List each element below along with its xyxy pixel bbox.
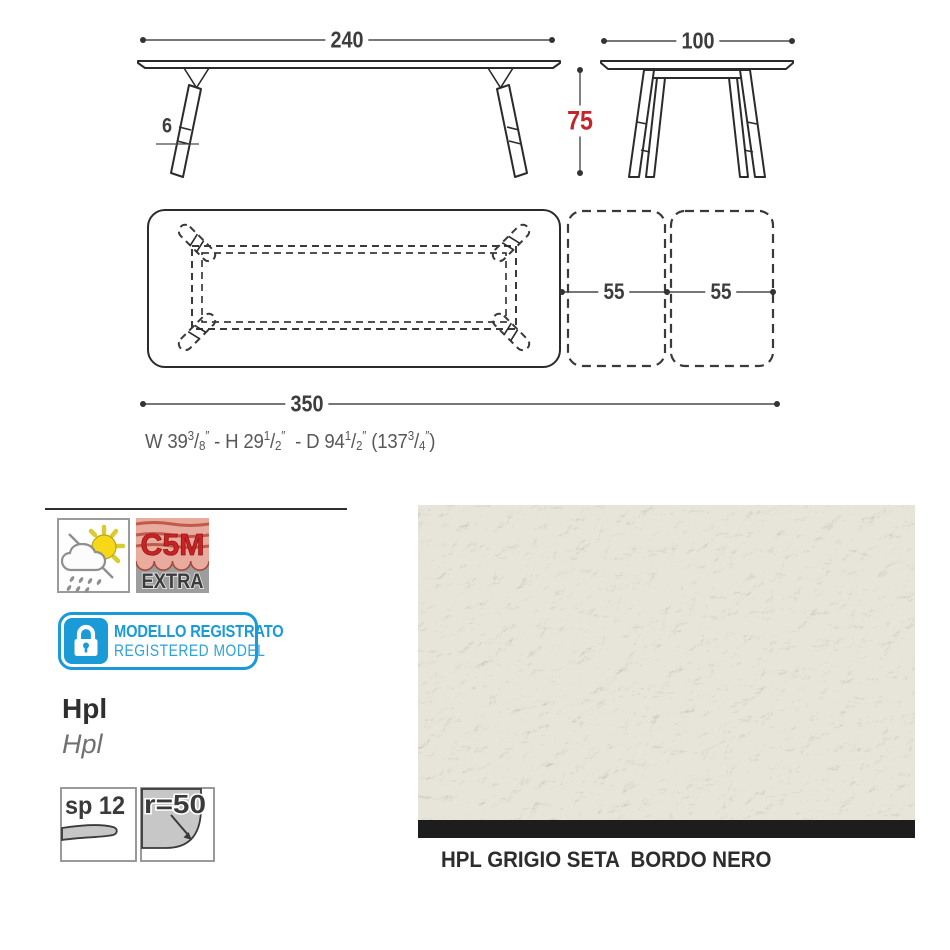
- registered-model-badge: [58, 612, 284, 670]
- material-name: Hpl: [62, 693, 108, 724]
- sun-rain-outdoor-icon: [57, 518, 130, 593]
- swatch-caption: HPL GRIGIO SETA BORDO NERO: [441, 847, 772, 872]
- corner-radius-icon: [140, 787, 215, 862]
- black-edge-band: [418, 820, 915, 838]
- lock-icon: [64, 618, 108, 664]
- top-thickness-icon: [60, 787, 137, 862]
- dim-leaf1-label: 55: [598, 281, 629, 303]
- extra-label: EXTRA: [141, 570, 204, 593]
- dim-height-label: 75: [564, 106, 595, 137]
- dim-total-length-label: 350: [285, 393, 328, 416]
- section-divider: [45, 508, 347, 510]
- dim-width-label: 240: [325, 29, 368, 52]
- registered-line-italian: MODELLO REGISTRATO: [114, 620, 284, 641]
- table-front-view: [138, 61, 560, 177]
- stucco-texture: [418, 505, 915, 838]
- registered-line-english: REGISTERED MODEL: [114, 641, 266, 660]
- table-side-view: [601, 61, 793, 177]
- dim-depth-label: 100: [676, 30, 719, 53]
- dim-top-thickness-label: 6: [161, 114, 173, 138]
- imperial-dimensions: W $39^3/_8''$ - H $29^1/_2''$ - D $94^1/_2''$ $(137^3/_4'')$: [145, 429, 436, 453]
- r50-label: r=50: [144, 789, 206, 819]
- material-name-translation: Hpl: [62, 729, 103, 759]
- table-plan-view: [148, 210, 773, 367]
- sp12-label: sp 12: [65, 792, 125, 820]
- c5m-extra-icon: [136, 518, 209, 593]
- c5m-label: C5M: [140, 527, 205, 562]
- registered-model-text: [114, 622, 284, 660]
- material-swatch: [418, 505, 915, 838]
- technical-drawing: [0, 0, 950, 470]
- dim-leaf2-label: 55: [705, 281, 736, 303]
